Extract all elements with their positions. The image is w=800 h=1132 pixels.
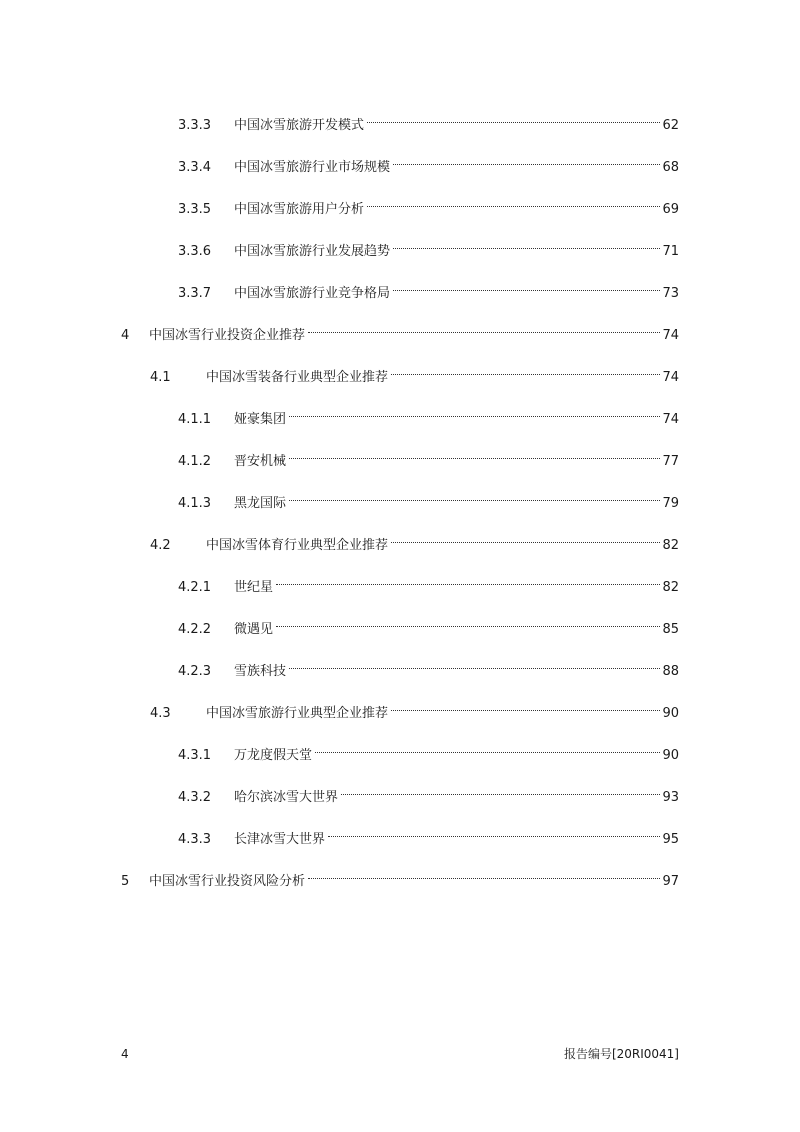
dot-leader	[393, 233, 660, 255]
toc-entry-number: 4.1	[150, 370, 171, 385]
toc-entry[interactable]	[178, 401, 679, 427]
toc-entry[interactable]	[178, 737, 679, 763]
toc-entry-title: 中国冰雪体育行业典型企业推荐	[206, 538, 389, 553]
toc-entry-page: 85	[662, 622, 679, 637]
toc-entry-page: 69	[662, 202, 679, 217]
toc-entry-number: 4.3.3	[178, 832, 212, 847]
toc-entry-number: 3.3.3	[178, 118, 212, 133]
toc-entry-number: 3.3.7	[178, 286, 212, 301]
toc-entry[interactable]	[178, 611, 679, 637]
toc-entry-title: 中国冰雪旅游行业市场规模	[234, 160, 391, 175]
dot-leader	[367, 107, 660, 129]
toc-entry-number: 4.2.1	[178, 580, 212, 595]
toc-entry-page: 77	[662, 454, 679, 469]
toc-entry-number: 3.3.6	[178, 244, 212, 259]
dot-leader	[308, 863, 660, 885]
toc-entry-number: 4.2.3	[178, 664, 212, 679]
dot-leader	[391, 695, 660, 717]
dot-leader	[289, 443, 660, 465]
dot-leader	[289, 401, 660, 423]
toc-entry-number: 4.3	[150, 706, 171, 721]
dot-leader	[328, 821, 660, 843]
toc-entry-number: 3.3.4	[178, 160, 212, 175]
dot-leader	[391, 527, 660, 549]
toc-entry-title: 娅豪集团	[234, 412, 287, 427]
report-code: 报告编号[20RI0041]	[563, 1047, 679, 1061]
dot-leader	[276, 611, 660, 633]
toc-entry-title: 世纪星	[234, 580, 274, 595]
toc-entry-page: 79	[662, 496, 679, 511]
toc-entry[interactable]	[178, 821, 679, 847]
toc-entry-page: 71	[662, 244, 679, 259]
toc-entry-number: 4.2	[150, 538, 171, 553]
toc-entry-page: 90	[662, 706, 679, 721]
toc-entry[interactable]	[178, 443, 679, 469]
toc-entry[interactable]	[178, 149, 679, 175]
toc-entry-number: 4.3.2	[178, 790, 212, 805]
dot-leader	[276, 569, 660, 591]
toc-entry[interactable]	[150, 695, 679, 721]
toc-entry-page: 93	[662, 790, 679, 805]
toc-entry-page: 73	[662, 286, 679, 301]
toc-entry-title: 微遇见	[234, 622, 274, 637]
toc-entry[interactable]	[178, 569, 679, 595]
toc-entry-number: 4.1.3	[178, 496, 212, 511]
toc-entry-page: 88	[662, 664, 679, 679]
toc-entry-title: 雪族科技	[234, 664, 287, 679]
toc-entry-page: 82	[662, 538, 679, 553]
toc-entry-title: 中国冰雪装备行业典型企业推荐	[206, 370, 389, 385]
page-footer	[121, 1043, 679, 1065]
dot-leader	[393, 149, 660, 171]
dot-leader	[341, 779, 660, 801]
toc-entry-page: 90	[662, 748, 679, 763]
toc-entry-title: 中国冰雪旅游用户分析	[234, 202, 365, 217]
toc-entry-title: 晋安机械	[234, 454, 287, 469]
dot-leader	[391, 359, 660, 381]
toc-entry[interactable]	[121, 317, 679, 343]
toc-entry-page: 97	[662, 874, 679, 889]
toc-entry-number: 4	[121, 328, 130, 343]
toc-entry-title: 中国冰雪旅游行业发展趋势	[234, 244, 391, 259]
toc-entry[interactable]	[178, 233, 679, 259]
toc-entry[interactable]	[178, 485, 679, 511]
toc-entry-title: 中国冰雪旅游开发模式	[234, 118, 365, 133]
toc-entry-title: 中国冰雪旅游行业典型企业推荐	[206, 706, 389, 721]
toc-entry[interactable]	[150, 527, 679, 553]
toc-entry-title: 中国冰雪旅游行业竞争格局	[234, 286, 391, 301]
toc-entry-number: 5	[121, 874, 130, 889]
dot-leader	[367, 191, 660, 213]
toc-entry-page: 82	[662, 580, 679, 595]
dot-leader	[308, 317, 660, 339]
toc-entry-page: 68	[662, 160, 679, 175]
dot-leader	[315, 737, 660, 759]
toc-entry[interactable]	[178, 653, 679, 679]
toc-entry-page: 62	[662, 118, 679, 133]
toc-entry-title: 中国冰雪行业投资企业推荐	[149, 328, 306, 343]
dot-leader	[289, 653, 660, 675]
toc-entry-title: 中国冰雪行业投资风险分析	[149, 874, 306, 889]
toc-entry-page: 95	[662, 832, 679, 847]
toc-entry-number: 4.1.2	[178, 454, 212, 469]
toc-entry-number: 4.2.2	[178, 622, 212, 637]
toc-entry-number: 3.3.5	[178, 202, 212, 217]
toc-entry-number: 4.3.1	[178, 748, 212, 763]
toc-entry[interactable]	[178, 191, 679, 217]
toc-entry[interactable]	[121, 863, 679, 889]
dot-leader	[289, 485, 660, 507]
toc-entry-title: 哈尔滨冰雪大世界	[234, 790, 339, 805]
toc-entry-page: 74	[662, 370, 679, 385]
toc-entry-page: 74	[662, 412, 679, 427]
toc-entry[interactable]	[178, 107, 679, 133]
toc-entry[interactable]	[150, 359, 679, 385]
toc-entry-title: 长津冰雪大世界	[234, 832, 326, 847]
toc-entry-title: 万龙度假天堂	[234, 748, 313, 763]
toc-entry-number: 4.1.1	[178, 412, 212, 427]
page-number: 4	[121, 1047, 129, 1061]
toc-entry-page: 74	[662, 328, 679, 343]
toc-entry[interactable]	[178, 275, 679, 301]
toc-entry-title: 黑龙国际	[234, 496, 287, 511]
toc-entry[interactable]	[178, 779, 679, 805]
dot-leader	[393, 275, 660, 297]
